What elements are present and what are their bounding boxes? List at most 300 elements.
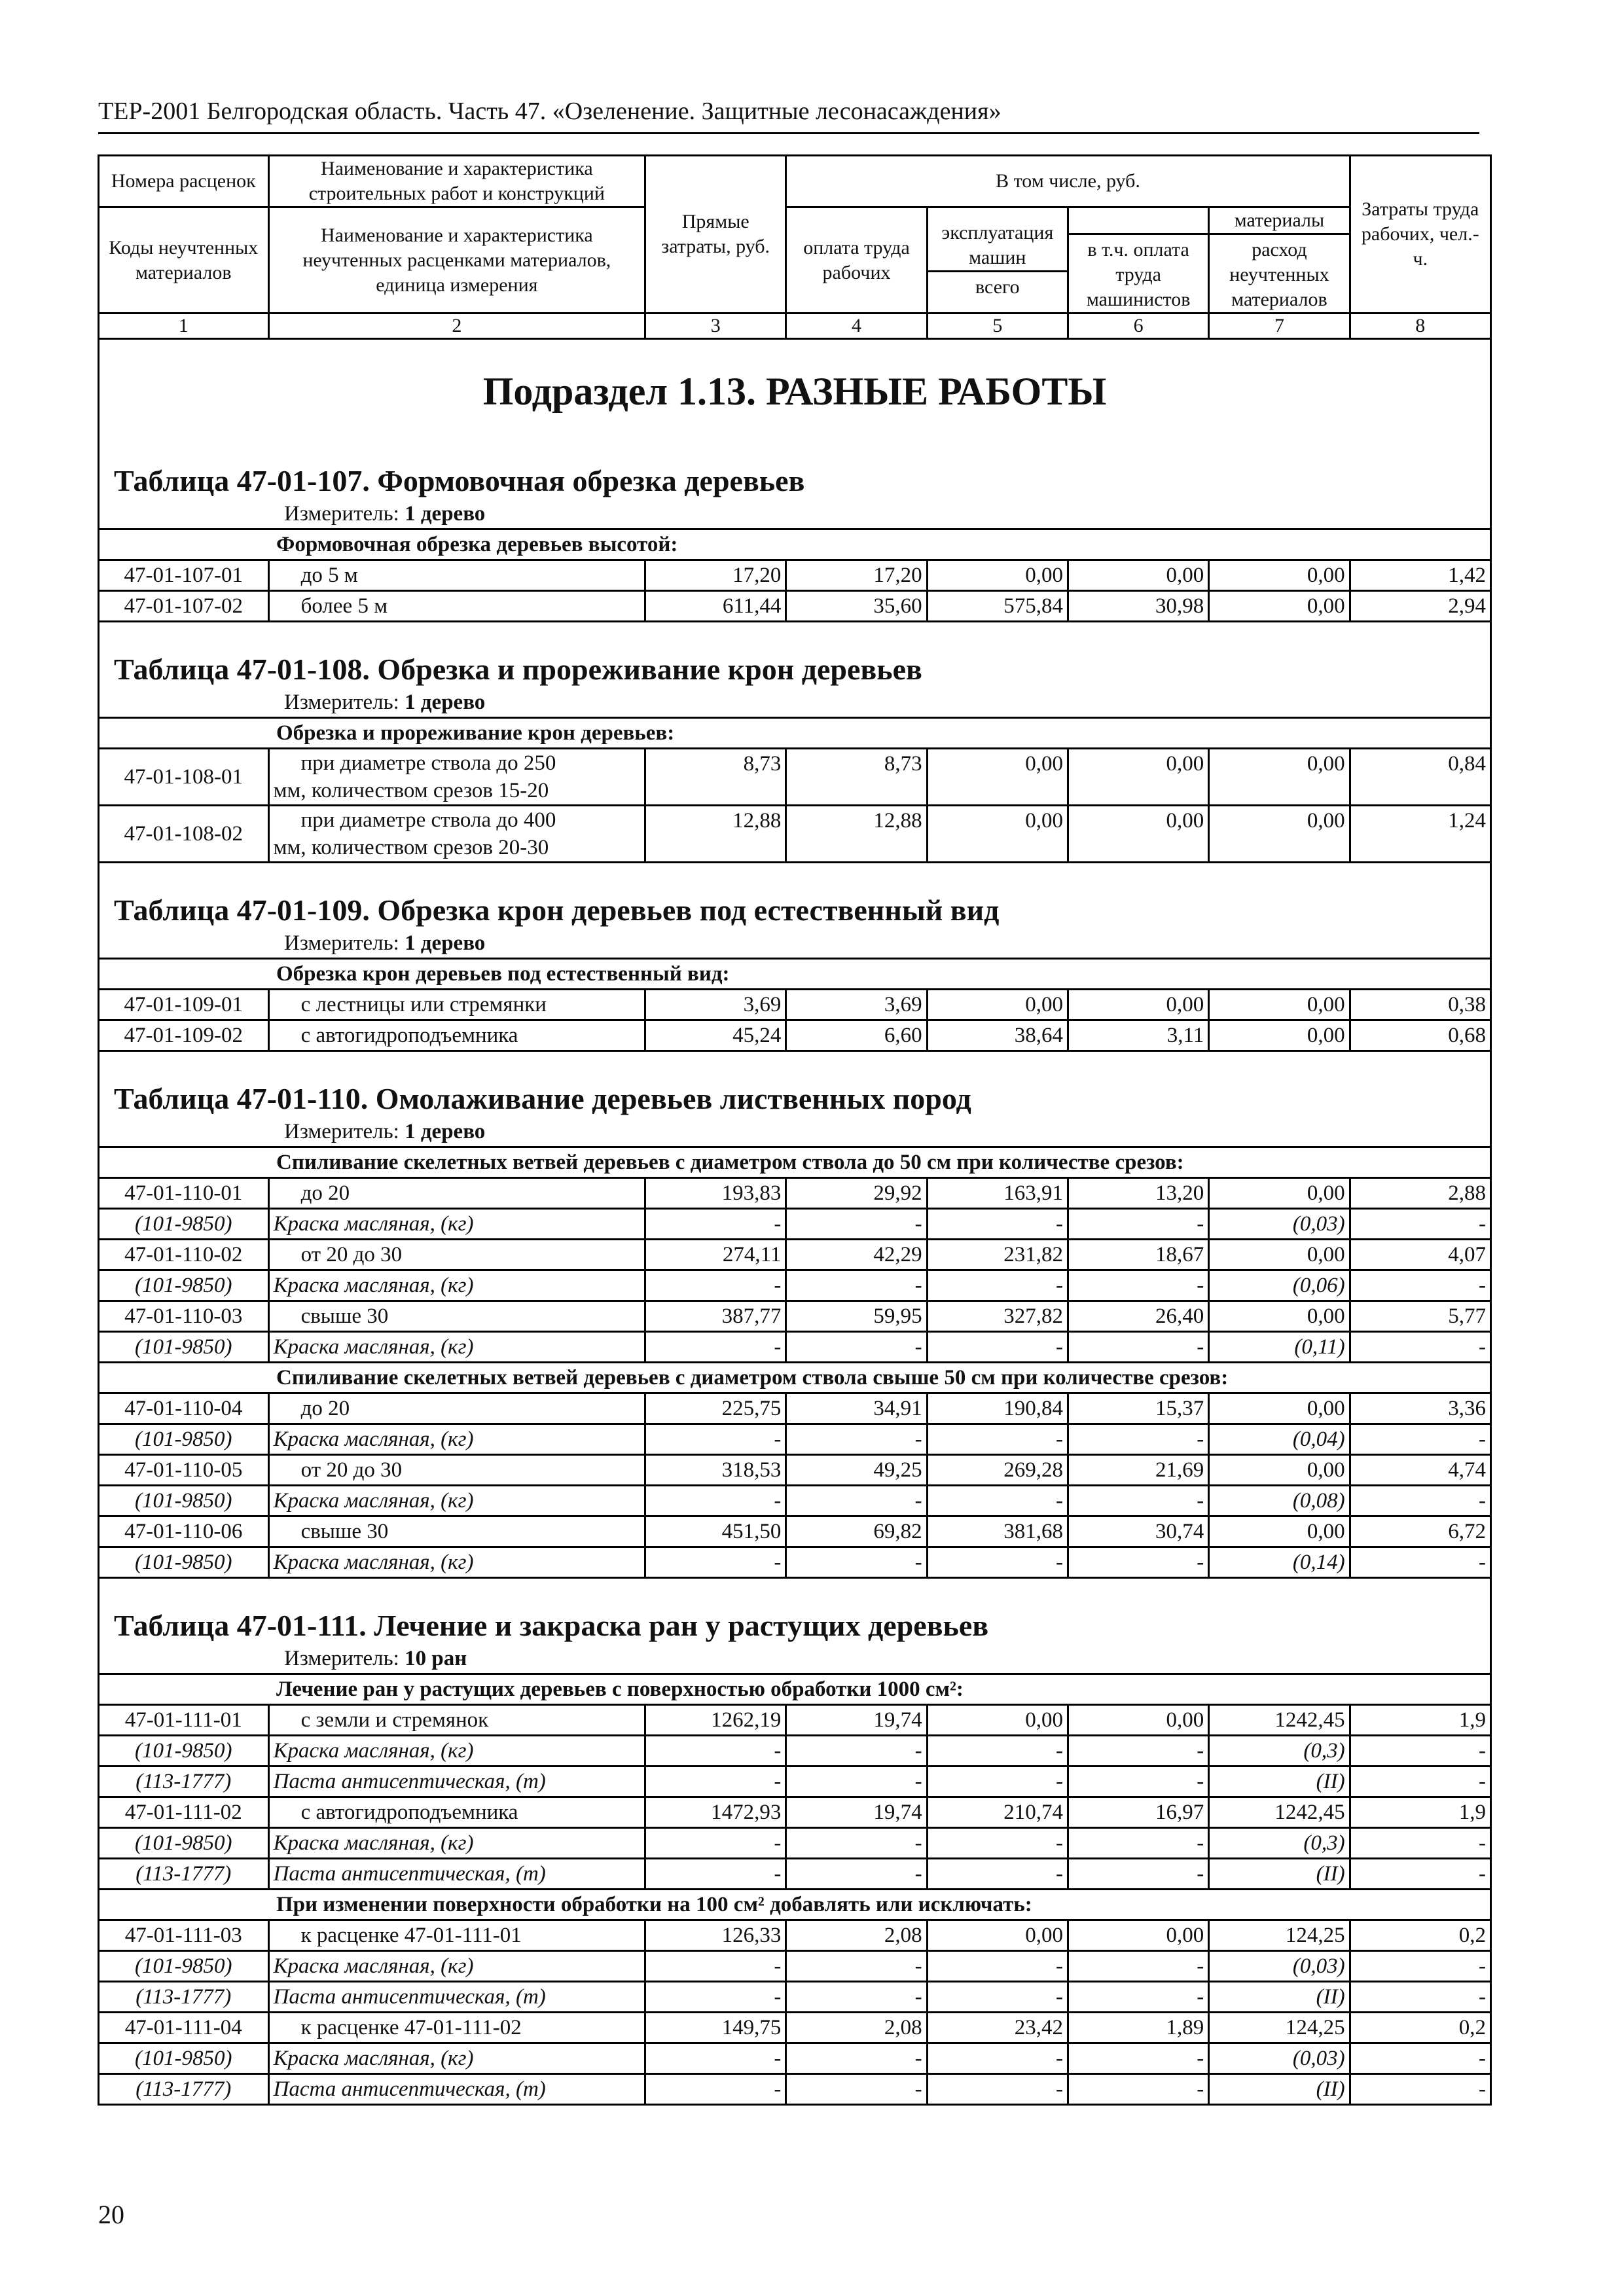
value-col-6: 0,00 [1068, 1920, 1208, 1951]
material-value-col-6: - [1068, 2074, 1208, 2105]
material-value-col-5: - [927, 1951, 1068, 1982]
group-header-row [99, 959, 1491, 990]
rate-code: 47-01-110-04 [99, 1393, 269, 1424]
material-row [99, 1270, 1491, 1301]
material-value-col-4: - [786, 1736, 927, 1767]
rate-code: 47-01-110-03 [99, 1301, 269, 1332]
value-col-6: 15,37 [1068, 1393, 1208, 1424]
material-value-col-5: - [927, 1424, 1068, 1455]
rate-description-text: до 5 м [300, 564, 358, 587]
value-col-4: 12,88 [786, 806, 927, 863]
page-header: ТЕР-2001 Белгородская область. Часть 47. «Озеленение. Защитные лесонасаждения» [98, 96, 1479, 134]
unit-label: Измеритель: [284, 1120, 399, 1143]
material-value-col-5: - [927, 1767, 1068, 1797]
value-col-3: 387,77 [645, 1301, 786, 1332]
material-name: Краска масляная, (кг) [268, 1332, 645, 1363]
rate-code: 47-01-110-05 [99, 1455, 269, 1486]
material-value-col-7: (0,14) [1209, 1547, 1350, 1578]
table-body [99, 339, 1491, 2105]
material-row [99, 1859, 1491, 1890]
material-value-col-3: - [645, 2074, 786, 2105]
col-number-5: 5 [927, 314, 1068, 339]
group-title: Спиливание скелетных ветвей деревьев с диаметром ствола до 50 см при количестве срезов: [99, 1147, 1491, 1178]
rate-description [268, 1301, 645, 1332]
material-value-col-3: - [645, 1424, 786, 1455]
unit-label: Измеритель: [284, 1647, 399, 1670]
material-value-col-6: - [1068, 1547, 1208, 1578]
unit-row [99, 1644, 1491, 1674]
col-number-8: 8 [1350, 314, 1490, 339]
material-value-col-3: - [645, 1270, 786, 1301]
col-number-6: 6 [1068, 314, 1208, 339]
unit-label: Измеритель: [284, 502, 399, 526]
material-value-col-6: - [1068, 1270, 1208, 1301]
value-col-4: 19,74 [786, 1705, 927, 1736]
value-col-3: 12,88 [645, 806, 786, 863]
rate-description-text: свыше 30 [300, 1304, 389, 1328]
material-value-col-6: - [1068, 2043, 1208, 2074]
value-col-5: 575,84 [927, 591, 1068, 622]
table-row [99, 1240, 1491, 1270]
value-col-3: 1262,19 [645, 1705, 786, 1736]
material-code: (101-9850) [99, 1828, 269, 1859]
unit-label: Измеритель: [284, 931, 399, 955]
value-col-4: 6,60 [786, 1020, 927, 1051]
value-col-4: 59,95 [786, 1301, 927, 1332]
rate-description [268, 1393, 645, 1424]
material-code: (101-9850) [99, 1424, 269, 1455]
unit-cell [99, 929, 1491, 959]
group-header-row [99, 1890, 1491, 1920]
table-row [99, 1516, 1491, 1547]
material-value-col-7: (0,3) [1209, 1736, 1350, 1767]
value-col-8: 3,36 [1350, 1393, 1490, 1424]
material-name: Паста антисептическая, (т) [268, 1982, 645, 2013]
value-col-8: 2,94 [1350, 591, 1490, 622]
rate-code: 47-01-110-02 [99, 1240, 269, 1270]
material-value-col-8: - [1350, 1547, 1490, 1578]
material-name: Паста антисептическая, (т) [268, 2074, 645, 2105]
value-col-7: 0,00 [1209, 1301, 1350, 1332]
rate-description [268, 806, 645, 863]
value-col-4: 29,92 [786, 1178, 927, 1209]
value-col-3: 274,11 [645, 1240, 786, 1270]
col-machinists-pay [1068, 207, 1208, 314]
rate-description [268, 1516, 645, 1547]
value-col-6: 21,69 [1068, 1455, 1208, 1486]
rate-description-text: с автогидроподъемника [300, 1024, 518, 1047]
material-code: (101-9850) [99, 1486, 269, 1516]
table-title: Таблица 47-01-107. Формовочная обрезка деревьев [99, 434, 1491, 499]
value-col-4: 42,29 [786, 1240, 927, 1270]
unit-row [99, 688, 1491, 718]
table-row [99, 1705, 1491, 1736]
rate-description-text: свыше 30 [300, 1520, 389, 1543]
value-col-6: 16,97 [1068, 1797, 1208, 1828]
value-col-6: 18,67 [1068, 1240, 1208, 1270]
value-col-3: 225,75 [645, 1393, 786, 1424]
rate-description-line1: при диаметре ствола до 250 [300, 751, 556, 775]
material-value-col-4: - [786, 1270, 927, 1301]
value-col-3: 8,73 [645, 749, 786, 806]
value-col-4: 2,08 [786, 1920, 927, 1951]
material-value-col-6: - [1068, 1736, 1208, 1767]
value-col-5: 0,00 [927, 749, 1068, 806]
material-value-col-6: - [1068, 1951, 1208, 1982]
col-machines-total [927, 207, 1068, 314]
material-value-col-6: - [1068, 1982, 1208, 2013]
rate-description-text: до 20 [300, 1181, 350, 1205]
table-row [99, 806, 1491, 863]
material-value-col-7: (0,11) [1209, 1332, 1350, 1363]
value-col-5: 0,00 [927, 990, 1068, 1020]
rate-code: 47-01-110-06 [99, 1516, 269, 1547]
col-including: В том числе, руб. [786, 156, 1350, 207]
rate-description [268, 2013, 645, 2043]
unit-cell [99, 499, 1491, 529]
material-value-col-8: - [1350, 1951, 1490, 1982]
material-value-col-5: - [927, 1270, 1068, 1301]
material-value-col-7: (0,03) [1209, 1209, 1350, 1240]
value-col-4: 3,69 [786, 990, 927, 1020]
material-value-col-8: - [1350, 1270, 1490, 1301]
material-value-col-7: (0,04) [1209, 1424, 1350, 1455]
value-col-4: 17,20 [786, 560, 927, 591]
material-value-col-7: (0,03) [1209, 2043, 1350, 2074]
material-code: (113-1777) [99, 1982, 269, 2013]
material-value-col-5: - [927, 2074, 1068, 2105]
material-name: Краска масляная, (кг) [268, 1547, 645, 1578]
material-value-col-4: - [786, 2043, 927, 2074]
material-value-col-8: - [1350, 1736, 1490, 1767]
material-row [99, 1828, 1491, 1859]
table-row [99, 1393, 1491, 1424]
unit-cell [99, 1644, 1491, 1674]
value-col-4: 69,82 [786, 1516, 927, 1547]
material-row [99, 1547, 1491, 1578]
value-col-8: 0,68 [1350, 1020, 1490, 1051]
table-title-row [99, 1578, 1491, 1645]
unit-cell [99, 688, 1491, 718]
value-col-5: 210,74 [927, 1797, 1068, 1828]
material-name: Краска масляная, (кг) [268, 1828, 645, 1859]
table-row [99, 1178, 1491, 1209]
table-row [99, 749, 1491, 806]
value-col-7: 0,00 [1209, 1178, 1350, 1209]
unit-value: 1 дерево [405, 502, 486, 526]
value-col-3: 1472,93 [645, 1797, 786, 1828]
table-title-row [99, 622, 1491, 689]
group-title: При изменении поверхности обработки на 100 см² добавлять или исключать: [99, 1890, 1491, 1920]
col-unaccounted-consumption: расход неучтенных материалов [1229, 239, 1329, 310]
material-name: Паста антисептическая, (т) [268, 1859, 645, 1890]
value-col-5: 23,42 [927, 2013, 1068, 2043]
material-value-col-8: - [1350, 1486, 1490, 1516]
value-col-6: 0,00 [1068, 1705, 1208, 1736]
value-col-5: 0,00 [927, 560, 1068, 591]
value-col-8: 5,77 [1350, 1301, 1490, 1332]
col-labor-costs: Затраты труда рабочих, чел.-ч. [1350, 156, 1490, 314]
material-value-col-8: - [1350, 1209, 1490, 1240]
material-name: Краска масляная, (кг) [268, 1270, 645, 1301]
unit-value: 1 дерево [405, 691, 486, 714]
unit-value: 10 ран [405, 1647, 467, 1670]
value-col-7: 0,00 [1209, 1240, 1350, 1270]
material-row [99, 1767, 1491, 1797]
material-row [99, 1209, 1491, 1240]
rate-description [268, 1178, 645, 1209]
col-rate-numbers: Номера расценок [99, 156, 269, 207]
col-number-4: 4 [786, 314, 927, 339]
material-value-col-3: - [645, 1951, 786, 1982]
unit-cell [99, 1117, 1491, 1147]
value-col-7: 0,00 [1209, 1455, 1350, 1486]
table-row [99, 1301, 1491, 1332]
rate-description-text: до 20 [300, 1397, 350, 1420]
material-row [99, 1982, 1491, 2013]
value-col-8: 6,72 [1350, 1516, 1490, 1547]
unit-row [99, 499, 1491, 529]
rate-description [268, 591, 645, 622]
col-machinists-pay-label: в т.ч. оплата труда машинистов [1086, 239, 1191, 310]
material-value-col-3: - [645, 1547, 786, 1578]
rate-description-line2: мм, количеством срезов 20-30 [273, 836, 549, 859]
material-value-col-3: - [645, 1859, 786, 1890]
value-col-7: 0,00 [1209, 1516, 1350, 1547]
material-value-col-4: - [786, 1828, 927, 1859]
col-unaccounted-codes: Коды неучтенных материалов [99, 207, 269, 314]
rate-code: 47-01-107-02 [99, 591, 269, 622]
material-value-col-8: - [1350, 1424, 1490, 1455]
material-value-col-3: - [645, 1828, 786, 1859]
value-col-8: 4,07 [1350, 1240, 1490, 1270]
table-title: Таблица 47-01-109. Обрезка крон деревьев под естественный вид [99, 863, 1491, 929]
rate-description [268, 1705, 645, 1736]
material-value-col-7: (II) [1209, 2074, 1350, 2105]
value-col-8: 1,24 [1350, 806, 1490, 863]
rates-table [98, 154, 1492, 2106]
table-row [99, 591, 1491, 622]
rate-description-text: с земли и стремянок [300, 1708, 489, 1732]
value-col-6: 3,11 [1068, 1020, 1208, 1051]
material-value-col-7: (II) [1209, 1859, 1350, 1890]
value-col-3: 149,75 [645, 2013, 786, 2043]
material-value-col-3: - [645, 2043, 786, 2074]
value-col-3: 318,53 [645, 1455, 786, 1486]
rate-description-text: с автогидроподъемника [300, 1801, 518, 1824]
value-col-7: 0,00 [1209, 806, 1350, 863]
value-col-5: 0,00 [927, 1705, 1068, 1736]
unit-row [99, 929, 1491, 959]
group-header-row [99, 1147, 1491, 1178]
value-col-7: 0,00 [1209, 1393, 1350, 1424]
value-col-8: 1,9 [1350, 1797, 1490, 1828]
material-row [99, 1424, 1491, 1455]
rate-code: 47-01-109-01 [99, 990, 269, 1020]
value-col-6: 30,98 [1068, 591, 1208, 622]
table-title: Таблица 47-01-111. Лечение и закраска ран у растущих деревьев [99, 1578, 1491, 1645]
table-row [99, 1797, 1491, 1828]
group-title: Обрезка и прореживание крон деревьев: [99, 718, 1491, 749]
table-title-row [99, 863, 1491, 929]
col-number-1: 1 [99, 314, 269, 339]
unit-label: Измеритель: [284, 691, 399, 714]
table-row [99, 1020, 1491, 1051]
material-value-col-8: - [1350, 2074, 1490, 2105]
material-name: Краска масляная, (кг) [268, 1209, 645, 1240]
col-materials-label: материалы [1210, 208, 1348, 235]
value-col-6: 30,74 [1068, 1516, 1208, 1547]
material-value-col-4: - [786, 1547, 927, 1578]
rate-description [268, 560, 645, 591]
material-value-col-3: - [645, 1736, 786, 1767]
material-row [99, 1332, 1491, 1363]
value-col-8: 0,38 [1350, 990, 1490, 1020]
material-value-col-4: - [786, 1859, 927, 1890]
material-value-col-4: - [786, 1486, 927, 1516]
col-number-3: 3 [645, 314, 786, 339]
value-col-5: 381,68 [927, 1516, 1068, 1547]
table-title-row [99, 434, 1491, 499]
group-title: Формовочная обрезка деревьев высотой: [99, 529, 1491, 560]
value-col-7: 0,00 [1209, 990, 1350, 1020]
material-value-col-7: (II) [1209, 1767, 1350, 1797]
material-value-col-5: - [927, 2043, 1068, 2074]
material-value-col-8: - [1350, 1982, 1490, 2013]
unit-row [99, 1117, 1491, 1147]
material-row [99, 1486, 1491, 1516]
value-col-3: 3,69 [645, 990, 786, 1020]
material-value-col-5: - [927, 1332, 1068, 1363]
table-title-row [99, 1051, 1491, 1118]
col-unaccounted-names: Наименование и характеристика неучтенных расценками материалов, единица измерения [268, 207, 645, 314]
value-col-8: 1,42 [1350, 560, 1490, 591]
material-value-col-5: - [927, 1828, 1068, 1859]
section-title: Подраздел 1.13. РАЗНЫЕ РАБОТЫ [99, 339, 1491, 435]
material-value-col-3: - [645, 1332, 786, 1363]
col-labor-pay: оплата труда рабочих [786, 207, 927, 314]
material-value-col-5: - [927, 1736, 1068, 1767]
material-value-col-5: - [927, 1547, 1068, 1578]
material-code: (101-9850) [99, 1209, 269, 1240]
material-value-col-3: - [645, 1209, 786, 1240]
material-code: (113-1777) [99, 1767, 269, 1797]
value-col-6: 0,00 [1068, 560, 1208, 591]
value-col-6: 1,89 [1068, 2013, 1208, 2043]
rate-description-line2: мм, количеством срезов 15-20 [273, 779, 549, 802]
value-col-8: 1,9 [1350, 1705, 1490, 1736]
rate-description-text: более 5 м [300, 594, 388, 618]
value-col-7: 0,00 [1209, 1020, 1350, 1051]
material-value-col-5: - [927, 1209, 1068, 1240]
rate-code: 47-01-111-04 [99, 2013, 269, 2043]
group-header-row [99, 1674, 1491, 1705]
value-col-3: 611,44 [645, 591, 786, 622]
value-col-3: 126,33 [645, 1920, 786, 1951]
rate-code: 47-01-111-02 [99, 1797, 269, 1828]
value-col-6: 26,40 [1068, 1301, 1208, 1332]
table-row [99, 1455, 1491, 1486]
material-value-col-6: - [1068, 1424, 1208, 1455]
material-value-col-3: - [645, 1767, 786, 1797]
value-col-5: 231,82 [927, 1240, 1068, 1270]
value-col-8: 4,74 [1350, 1455, 1490, 1486]
rate-description [268, 1240, 645, 1270]
value-col-8: 0,2 [1350, 1920, 1490, 1951]
col-number-2: 2 [268, 314, 645, 339]
value-col-3: 45,24 [645, 1020, 786, 1051]
value-col-3: 451,50 [645, 1516, 786, 1547]
table-row [99, 560, 1491, 591]
value-col-7: 124,25 [1209, 2013, 1350, 2043]
table-row [99, 990, 1491, 1020]
material-value-col-5: - [927, 1982, 1068, 2013]
material-value-col-3: - [645, 1486, 786, 1516]
material-code: (101-9850) [99, 1332, 269, 1363]
rate-code: 47-01-109-02 [99, 1020, 269, 1051]
material-value-col-6: - [1068, 1767, 1208, 1797]
page-number: 20 [98, 2200, 124, 2229]
value-col-8: 2,88 [1350, 1178, 1490, 1209]
group-title: Обрезка крон деревьев под естественный вид: [99, 959, 1491, 990]
value-col-3: 17,20 [645, 560, 786, 591]
value-col-5: 327,82 [927, 1301, 1068, 1332]
col-machine-operation: эксплуатация машин [928, 221, 1067, 272]
rate-code: 47-01-108-01 [99, 749, 269, 806]
material-name: Краска масляная, (кг) [268, 1951, 645, 1982]
group-header-row [99, 1363, 1491, 1393]
material-name: Краска масляная, (кг) [268, 1424, 645, 1455]
rate-code: 47-01-111-01 [99, 1705, 269, 1736]
value-col-5: 163,91 [927, 1178, 1068, 1209]
material-name: Краска масляная, (кг) [268, 2043, 645, 2074]
rate-description-text: к расценке 47-01-111-01 [300, 1924, 522, 1947]
value-col-4: 35,60 [786, 591, 927, 622]
value-col-6: 0,00 [1068, 749, 1208, 806]
material-row [99, 2043, 1491, 2074]
rate-description [268, 1020, 645, 1051]
group-header-row [99, 718, 1491, 749]
material-code: (101-9850) [99, 1547, 269, 1578]
material-value-col-8: - [1350, 1332, 1490, 1363]
value-col-7: 1242,45 [1209, 1797, 1350, 1828]
table-header [99, 156, 1491, 339]
material-value-col-8: - [1350, 1859, 1490, 1890]
value-col-4: 34,91 [786, 1393, 927, 1424]
col-number-7: 7 [1209, 314, 1350, 339]
material-code: (113-1777) [99, 2074, 269, 2105]
material-name: Паста антисептическая, (т) [268, 1767, 645, 1797]
material-value-col-5: - [927, 1486, 1068, 1516]
section-row [99, 339, 1491, 435]
material-value-col-7: (0,03) [1209, 1951, 1350, 1982]
col-direct-costs: Прямые затраты, руб. [645, 156, 786, 314]
material-code: (101-9850) [99, 1951, 269, 1982]
value-col-5: 269,28 [927, 1455, 1068, 1486]
material-row [99, 1736, 1491, 1767]
rate-description [268, 749, 645, 806]
unit-value: 1 дерево [405, 931, 486, 955]
value-col-5: 38,64 [927, 1020, 1068, 1051]
rate-description [268, 990, 645, 1020]
material-value-col-6: - [1068, 1828, 1208, 1859]
rate-description [268, 1455, 645, 1486]
material-value-col-4: - [786, 1951, 927, 1982]
material-value-col-4: - [786, 1767, 927, 1797]
value-col-7: 0,00 [1209, 591, 1350, 622]
material-value-col-6: - [1068, 1332, 1208, 1363]
group-title: Спиливание скелетных ветвей деревьев с диаметром ствола свыше 50 см при количестве срезов: [99, 1363, 1491, 1393]
